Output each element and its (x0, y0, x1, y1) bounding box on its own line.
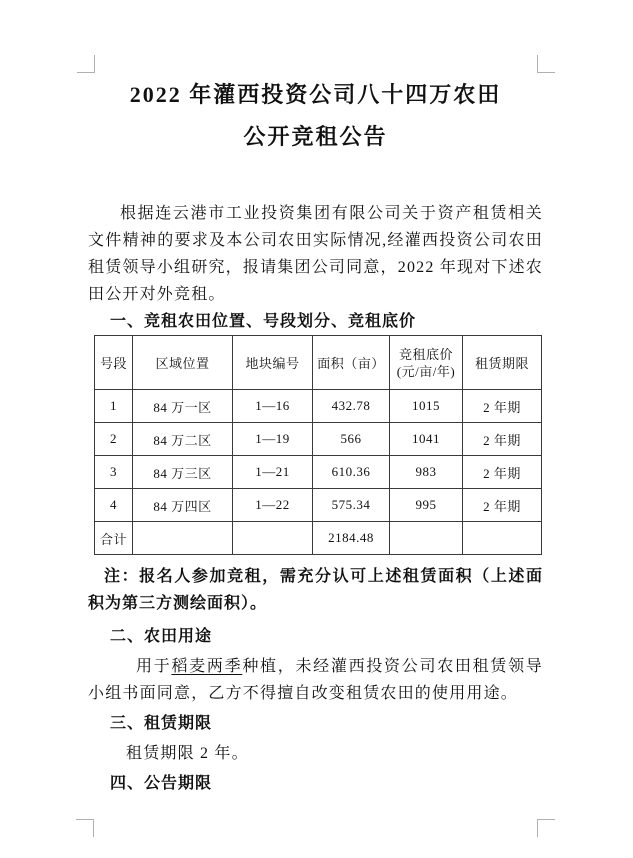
col-header-base-price-line2: (元/亩/年) (396, 363, 456, 379)
document-content (88, 72, 543, 797)
section1-heading: 一、竞租农田位置、号段划分、竞租底价 (110, 313, 417, 330)
table-body (95, 390, 542, 555)
table-cell: 1—22 (233, 489, 313, 522)
section4-heading: 四、公告期限 (110, 775, 213, 792)
table-cell: 2 年期 (463, 456, 542, 489)
col-header-plot-no: 地块编号 (233, 336, 313, 390)
table-cell: 84 万一区 (133, 390, 233, 423)
table-header-row (95, 336, 542, 390)
table-cell: 432.78 (313, 390, 390, 423)
table-row (95, 456, 542, 489)
table-cell: 1—16 (233, 390, 313, 423)
table-cell: 610.36 (313, 456, 390, 489)
section2-paragraph (88, 653, 543, 707)
section2-heading: 二、农田用途 (110, 628, 213, 645)
table-cell: 1—21 (233, 456, 313, 489)
col-header-lease-term: 租赁期限 (463, 336, 542, 390)
table-cell: 575.34 (313, 489, 390, 522)
table-cell: 2 年期 (463, 390, 542, 423)
intro-paragraph: 根据连云港市工业投资集团有限公司关于资产租赁相关文件精神的要求及本公司农田实际情况,经灌西投资公司农田租赁领导小组研究，报请集团公司同意，2022 年现对下述农田公开对外竞租。 (88, 205, 543, 303)
table-row (95, 423, 542, 456)
table-cell: 2184.48 (313, 522, 390, 555)
table-row (95, 390, 542, 423)
document-title-line2: 公开竞租公告 (243, 124, 388, 149)
table-cell: 1 (95, 390, 133, 423)
col-header-location: 区域位置 (133, 336, 233, 390)
table-cell (390, 522, 463, 555)
table-cell: 4 (95, 489, 133, 522)
table-cell (133, 522, 233, 555)
table-row (95, 489, 542, 522)
table-cell (233, 522, 313, 555)
table-cell: 1015 (390, 390, 463, 423)
table-cell: 84 万四区 (133, 489, 233, 522)
table-cell: 1041 (390, 423, 463, 456)
table-cell: 84 万二区 (133, 423, 233, 456)
table-cell: 1—19 (233, 423, 313, 456)
table-cell (463, 522, 542, 555)
crop-mark-bottom-right-icon (537, 819, 555, 837)
section3-paragraph: 租赁期限 2 年。 (126, 745, 249, 762)
table-cell: 84 万三区 (133, 456, 233, 489)
col-header-area: 面积（亩） (313, 336, 390, 390)
table-row (95, 522, 542, 555)
table-cell: 3 (95, 456, 133, 489)
section2-text-prefix: 用于 (136, 658, 172, 675)
table-cell: 995 (390, 489, 463, 522)
section2-underlined-text: 稻麦两季 (171, 658, 243, 675)
crop-mark-top-right-icon (537, 55, 555, 73)
col-header-segment: 号段 (95, 336, 133, 390)
table-cell: 983 (390, 456, 463, 489)
crop-mark-bottom-left-icon (76, 819, 94, 837)
table-cell: 2 年期 (463, 489, 542, 522)
crop-mark-top-left-icon (77, 55, 95, 73)
document-title-line1: 2022 年灌西投资公司八十四万农田 (129, 82, 502, 107)
table-cell: 2 年期 (463, 423, 542, 456)
table-cell: 2 (95, 423, 133, 456)
section2-text-suffix: 种植，未经灌西投资公司农田租赁领导小组书面同意，乙方不得擅自改变租赁农田的使用用途。 (88, 658, 543, 702)
table-note: 注：报名人参加竞租，需充分认可上述租赁面积（上述面积为第三方测绘面积）。 (88, 568, 543, 612)
section3-heading: 三、租赁期限 (110, 715, 213, 732)
table-cell: 566 (313, 423, 390, 456)
table-cell: 合计 (95, 522, 133, 555)
col-header-base-price-line1: 竞租底价 (398, 346, 453, 362)
col-header-base-price (390, 336, 463, 390)
lots-table (94, 335, 542, 555)
